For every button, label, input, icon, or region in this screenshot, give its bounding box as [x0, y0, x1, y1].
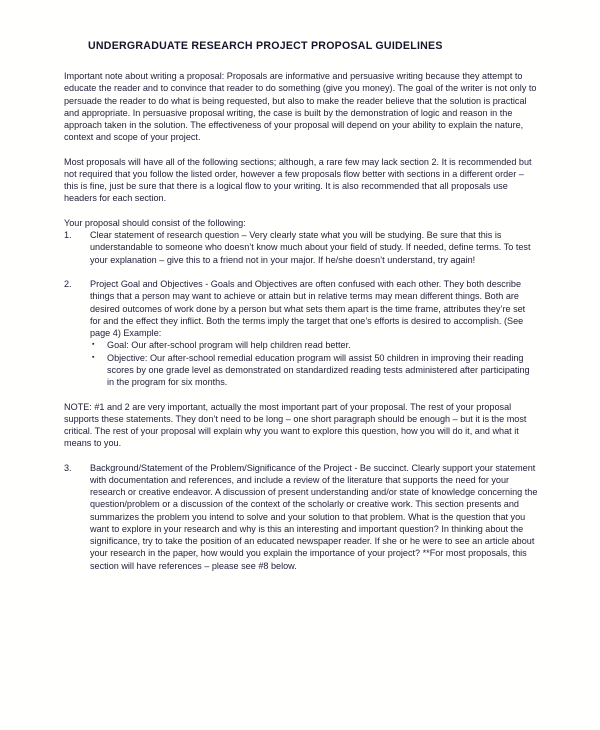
- bullet-text: Objective: Our after-school remedial education program will assist 50 children in improving their reading scores by one grade level as demonstrated on standardized reading tests administered after participating in the program for six months.: [107, 352, 530, 388]
- spacer: [64, 266, 538, 278]
- document-body: [64, 70, 538, 572]
- example-bullet-list: [64, 339, 538, 388]
- list-item: [64, 462, 538, 572]
- list-item: [64, 352, 538, 389]
- list-item-text: Clear statement of research question – Very clearly state what you will be studying. Be sure that this is understandable to someone who doesn’t know much about your field of study. If needed, define terms. To test your explanation – give this to a friend not in your major. If he/she doesn’t understand, try again!: [90, 230, 531, 265]
- consist-lead-in: Your proposal should consist of the following:: [64, 217, 246, 228]
- list-item-number: 3.: [64, 462, 72, 473]
- list-item: [64, 339, 538, 351]
- page-title: UNDERGRADUATE RESEARCH PROJECT PROPOSAL GUIDELINES: [88, 40, 443, 52]
- list-item-number: 1.: [64, 230, 72, 241]
- bullet-marker-icon: ▪: [92, 353, 95, 361]
- list-item-number: 2.: [64, 279, 72, 290]
- bullet-text: Goal: Our after-school program will help children read better.: [107, 340, 351, 351]
- sections-paragraph: Most proposals will have all of the following sections; although, a rare few may lack section 2. It is recommended but not required that you follow the listed order, however a few proposals flow better with sections in a different order – this is fine, just be sure that there is a logical flow to your writing. It is also recommended that all proposals use headers for each section.: [64, 156, 532, 204]
- bullet-marker-icon: ▪: [92, 341, 95, 349]
- list-item-text: Background/Statement of the Problem/Significance of the Project - Be succinct. Clearly support your statement with documentation and references, and include a review of the literature that supports the need for your research or creative endeavor. A discussion of present understanding and/or state of knowledge concerning the question/problem or a discussion of the context of the scholarly or creative work. This section presents and summarizes the problem you intend to solve and your solution to that problem. What is the question that you want to explore in your research and why is this an interesting and important question? In thinking about the significance, try to take the position of an educated newspaper reader. If she or he were to see an article about your research in the paper, how would you explain the importance of your project? **For most proposals, this section will have references – please see #8 below.: [90, 462, 538, 571]
- list-item-text: Project Goal and Objectives - Goals and Objectives are often confused with each other. They both describe things that a person may want to achieve or attain but in relative terms may mean different things. Both are desired outcomes of work done by a person but what sets them apart is the time frame, attributes they’re set for and the effect they inflict. Both the terms imply the target that one’s efforts is desired to accomplish. (See page 4) Example:: [90, 279, 526, 339]
- note-paragraph: NOTE: #1 and 2 are very important, actually the most important part of your proposal. The rest of your proposal supports these statements. They don’t need to be long – one short paragraph should be enough – but it is the most critical. The rest of your proposal will explain why you want to explore this question, how you will do it, and what it means to you.: [64, 401, 527, 449]
- spacer: [64, 388, 538, 400]
- list-item: [64, 229, 538, 266]
- list-item: [64, 278, 538, 339]
- intro-paragraph: Important note about writing a proposal: Proposals are informative and persuasive writing because they attempt to educate the reader and to convince that reader to do something (give you money). The goal of the writer is not only to persuade the reader to do what is being requested, but also to make the reader believe that the solution is practical and appropriate. In persuasive proposal writing, the case is built by the demonstration of logic and reason in the approach taken in the solution. The effectiveness of your proposal will depend on your ability to explain the nature, context and scope of your project.: [64, 71, 537, 143]
